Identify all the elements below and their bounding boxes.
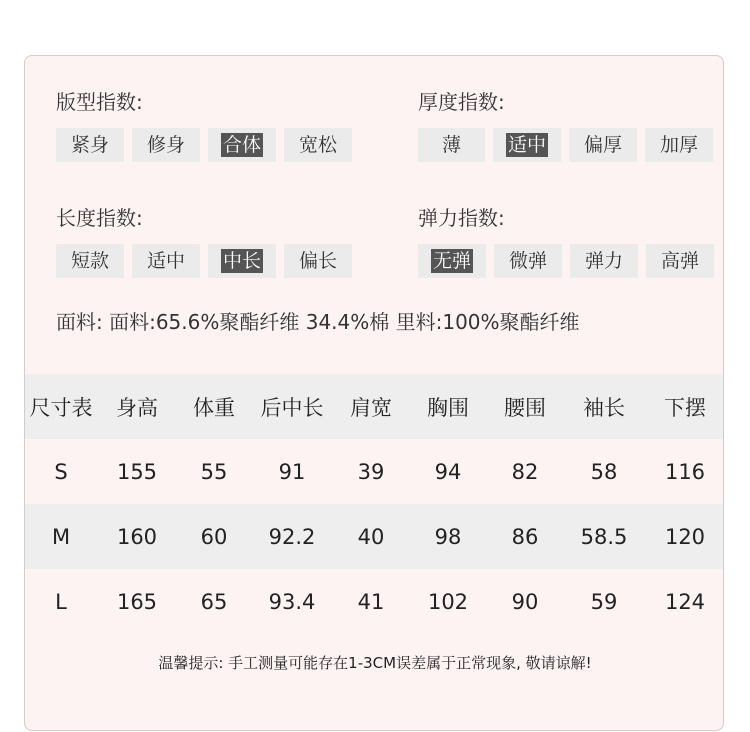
header-cell: 后中长 <box>260 395 324 420</box>
elasticity-option-high: 高弹 <box>646 244 714 278</box>
table-cell: 124 <box>664 589 706 614</box>
length-option-medium: 适中 <box>132 244 200 278</box>
table-cell: 116 <box>664 459 706 484</box>
table-cell: 59 <box>590 589 618 614</box>
thickness-index-title: 厚度指数: <box>418 90 505 114</box>
thickness-option-thin: 薄 <box>418 128 485 162</box>
table-cell: 58.5 <box>580 524 628 549</box>
table-cell: 82 <box>511 459 539 484</box>
fit-index <box>56 88 352 162</box>
thickness-option-extra-thick: 加厚 <box>645 128 713 162</box>
elasticity-option-slight: 微弹 <box>494 244 562 278</box>
header-cell: 肩宽 <box>350 395 392 420</box>
table-cell: 90 <box>511 589 539 614</box>
fit-option-tight: 紧身 <box>56 128 124 162</box>
table-cell: 39 <box>357 459 385 484</box>
header-cell: 胸围 <box>427 395 469 420</box>
table-cell: L <box>55 589 67 614</box>
table-cell: 120 <box>664 524 706 549</box>
header-cell: 腰围 <box>504 395 546 420</box>
fit-index-title: 版型指数: <box>56 90 143 114</box>
elasticity-option-stretch: 弹力 <box>570 244 638 278</box>
table-cell: M <box>51 524 71 549</box>
table-cell: 55 <box>200 459 228 484</box>
size-table-header <box>25 374 724 439</box>
header-cell: 袖长 <box>583 395 625 420</box>
header-cell: 身高 <box>116 395 158 420</box>
fit-options <box>56 128 352 162</box>
length-index-title: 长度指数: <box>56 206 143 230</box>
size-table <box>25 374 724 634</box>
table-cell: 40 <box>357 524 385 549</box>
elasticity-index <box>418 204 714 278</box>
elasticity-options <box>418 244 714 278</box>
fit-option-slim: 修身 <box>132 128 200 162</box>
fabric-composition: 面料: 面料:65.6%聚酯纤维 34.4%棉 里料:100%聚酯纤维 <box>56 310 580 334</box>
length-index <box>56 204 352 278</box>
size-info-card <box>24 55 724 731</box>
table-cell: 91 <box>278 459 306 484</box>
table-cell: 160 <box>116 524 158 549</box>
length-option-short: 短款 <box>56 244 124 278</box>
length-option-long: 偏长 <box>284 244 352 278</box>
table-cell: 165 <box>116 589 158 614</box>
table-row <box>25 504 724 569</box>
thickness-option-medium: 适中 <box>493 128 561 162</box>
table-cell: 102 <box>427 589 469 614</box>
header-cell: 体重 <box>193 395 235 420</box>
table-cell: 93.4 <box>268 589 316 614</box>
table-cell: S <box>54 459 68 484</box>
elasticity-option-none: 无弹 <box>418 244 486 278</box>
elasticity-index-title: 弹力指数: <box>418 206 505 230</box>
length-options <box>56 244 352 278</box>
thickness-option-thick: 偏厚 <box>569 128 637 162</box>
header-cell: 下摆 <box>664 395 706 420</box>
table-cell: 60 <box>200 524 228 549</box>
header-cell: 尺寸表 <box>29 395 93 420</box>
table-cell: 98 <box>434 524 462 549</box>
fit-option-regular: 合体 <box>208 128 276 162</box>
fit-option-loose: 宽松 <box>284 128 352 162</box>
table-cell: 155 <box>116 459 158 484</box>
table-row <box>25 569 724 634</box>
thickness-index <box>418 88 713 162</box>
table-cell: 94 <box>434 459 462 484</box>
table-cell: 92.2 <box>268 524 316 549</box>
table-row <box>25 439 724 504</box>
thickness-options <box>418 128 713 162</box>
table-cell: 58 <box>590 459 618 484</box>
measurement-tip: 温馨提示: 手工测量可能存在1-3CM误差属于正常现象, 敬请谅解! <box>158 654 592 672</box>
table-cell: 86 <box>511 524 539 549</box>
table-cell: 65 <box>200 589 228 614</box>
length-option-mid-long: 中长 <box>208 244 276 278</box>
table-cell: 41 <box>357 589 385 614</box>
